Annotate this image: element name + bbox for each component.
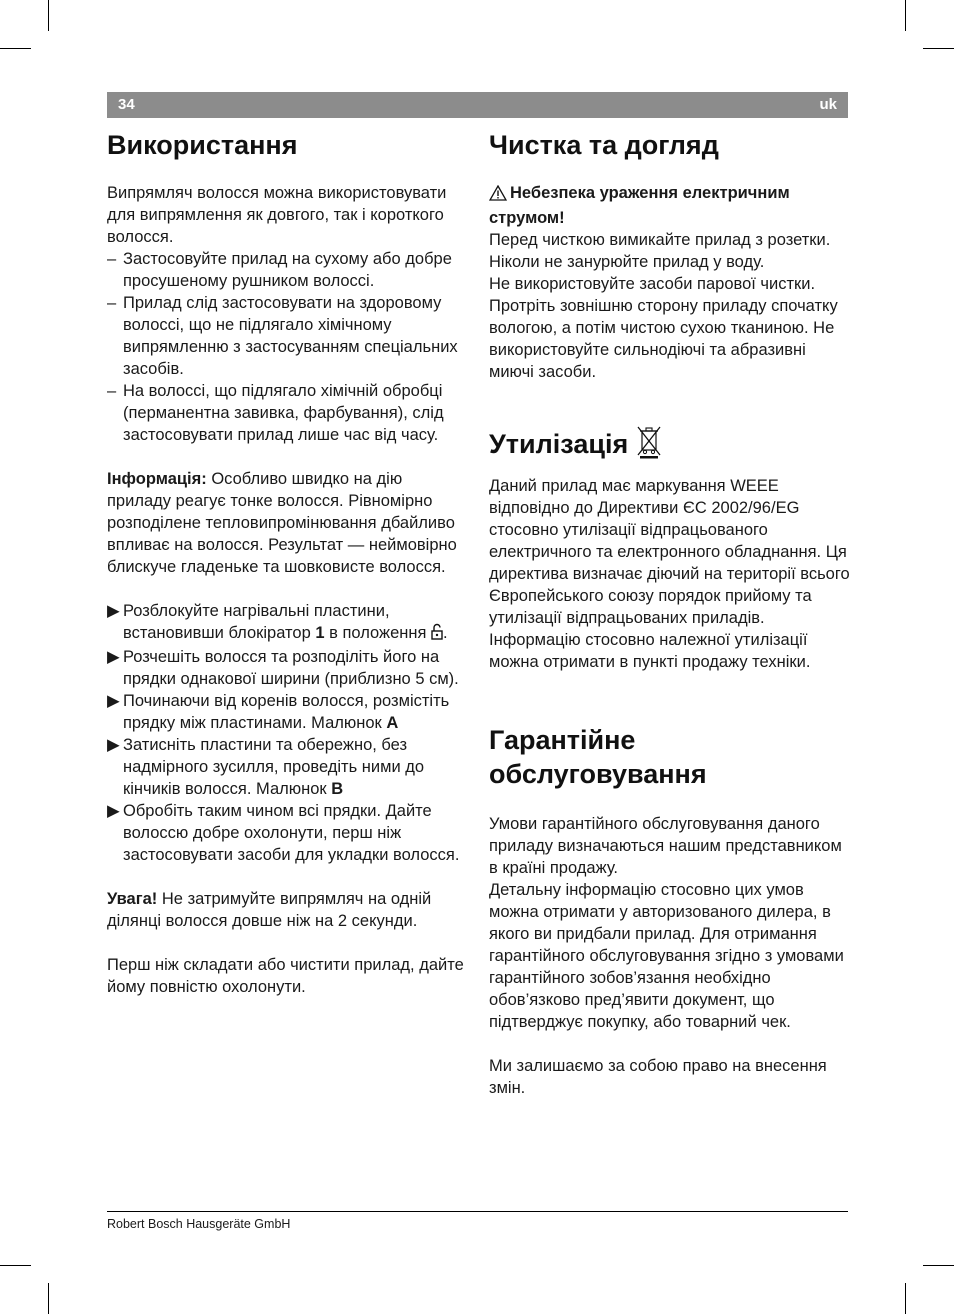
cleaning-text: Ніколи не занурюйте прилад у воду. [489,253,765,271]
cleaning-text: Перед чисткою вимикайте прилад з розетки. [489,231,831,249]
page-number: 34 [118,96,135,113]
step-item: ▶ Обробіть таким чином всі прядки. Дайте волоссю добре охолонути, перш ніж застосовувати засоби для укладки волосся. [107,802,460,864]
crossed-bin-icon [636,425,662,467]
arrow-icon: ▶ [107,648,120,666]
crop-mark [0,48,31,49]
crop-mark [0,1265,31,1266]
warranty-title: Гарантійне обслуговування [489,725,707,789]
crop-mark [923,48,954,49]
crop-mark [923,1265,954,1266]
usage-title: Використання [107,130,298,160]
left-column [107,128,467,998]
caution-label: Увага! [107,890,158,908]
crop-mark [905,1283,906,1314]
cleaning-text: Протріть зовнішню сторону приладу спочатку вологою, а потім чистою сухою тканиною. Не використовуйте сильнодіючі та абразивні миючі засоби. [489,297,838,381]
warranty-text: Умови гарантійного обслуговування даного приладу визначаються нашим представником в країні продажу. [489,815,842,877]
reserve-note: Ми залишаємо за собою право на внесення змін. [489,1057,827,1097]
usage-intro: Випрямляч волосся можна використовувати для випрямлення як довгого, так і короткого волосся. [107,184,447,246]
footer-company: Robert Bosch Hausgeräte GmbH [107,1217,291,1231]
warranty-text: Детальну інформацію стосовно цих умов можна отримати у авторизованого дилера, в якого ви придбали прилад. Для отримання гарантійного обслуговування згідно з умовами гарантійного зобов’язання необхідно обов’язково пред’явити документ, що підтверджує покупку, або товарний чек. [489,881,844,1031]
info-label: Інформація: [107,470,207,488]
crop-mark [905,0,906,31]
danger-heading: Небезпека ураження електричним струмом! [489,184,790,227]
final-note: Перш ніж складати або чистити прилад, дайте йому повністю охолонути. [107,956,464,996]
cleaning-title: Чистка та догляд [489,130,719,160]
step-item: ▶ Затисніть пластини та обережно, без надмірного зусилля, проведіть ними до кінчиків волосся. Малюнок B [107,736,425,798]
arrow-icon: ▶ [107,692,120,710]
unlock-icon [431,623,443,646]
dash-item: – Застосовуйте прилад на сухому або добре просушеному рушником волоссі. [107,250,452,290]
caution-paragraph: Увага! Не затримуйте випрямляч на одній ділянці волосся довше ніж на 2 секунди. [107,890,432,930]
cleaning-text: Не використовуйте засоби парової чистки. [489,275,816,293]
warning-triangle-icon [489,185,507,207]
crop-mark [48,1283,49,1314]
right-column [489,128,851,1099]
dash-item: – Прилад слід застосовувати на здоровому волоссі, що не підлягало хімічному випрямленню з застосуванням спеціальних засобів. [107,294,458,378]
arrow-icon: ▶ [107,602,120,620]
step-item: ▶ Розблокуйте нагрівальні пластини, встановивши блокіратор 1 в положення . [107,600,467,646]
language-code: uk [819,96,837,113]
arrow-icon: ▶ [107,736,120,754]
page-header-bar [107,92,848,118]
footer-divider [107,1211,848,1212]
disposal-text: Інформацію стосовно належної утилізації можна отримати в пункті продажу техніки. [489,631,811,671]
dash-item: – На волоссі, що підлягало хімічній обробці (перманентна завивка, фарбування), слід застосовувати прилад лише час від часу. [107,382,444,444]
arrow-icon: ▶ [107,802,120,820]
info-paragraph: Інформація: Особливо швидко на дію приладу реагує тонке волосся. Рівномірно розподілене тепловипромінювання дбайливо впливає на волосся. Результат — неймовірно блискуче гладеньке та шовковисте волосся. [107,470,457,576]
disposal-text: Даний прилад має маркування WEEE відповідно до Директиви ЄС 2002/96/EG стосовно утилізації відпрацьованого електричного та електронного обладнання. Ця директива визначає діючий на території всього Європейського союзу порядок прийому та утилізації відпрацьованих приладів. [489,477,850,627]
step-item: ▶ Розчешіть волосся та розподіліть його на прядки однакової ширини (приблизно 5 см). [107,648,459,688]
disposal-title: Утилізація [489,425,851,467]
crop-mark [48,0,49,31]
step-item: ▶ Починаючи від коренів волосся, розмістіть прядку між пластинами. Малюнок A [107,692,450,732]
